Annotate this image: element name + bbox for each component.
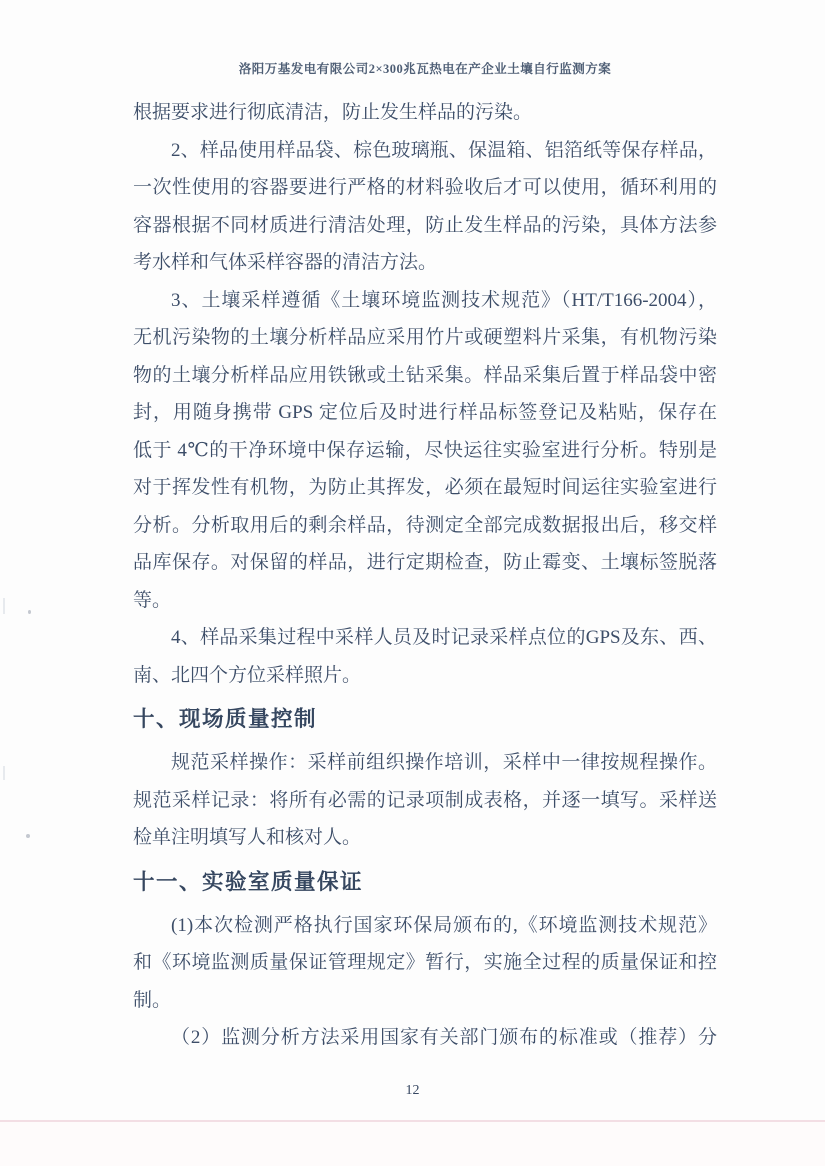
- text-line: 4、样品采集过程中采样人员及时记录采样点位的GPS及东、西、: [171, 627, 717, 648]
- scan-edge-mark: [3, 598, 5, 614]
- text-line: 无机污染物的土壤分析样品应采用竹片或硬塑料片采集，有机物污染: [133, 327, 717, 348]
- section-heading-10: 十、现场质量控制: [133, 707, 318, 731]
- text-line: 对于挥发性有机物，为防止其挥发，必须在最短时间运往实验室进行: [133, 477, 717, 498]
- text-line: 物的土壤分析样品应用铁锹或土钻采集。样品采集后置于样品袋中密: [133, 364, 717, 386]
- text-line: 分析。分析取用后的剩余样品，待测定全部完成数据报出后，移交样: [133, 514, 717, 536]
- text-line: 和《环境监测质量保证管理规定》暂行，实施全过程的质量保证和控: [133, 952, 717, 973]
- page-number: 12: [405, 1082, 420, 1098]
- text-line: 封，用随身携带 GPS 定位后及时进行样品标签登记及粘贴，保存在: [133, 402, 717, 423]
- text-line: 一次性使用的容器要进行严格的材料验收后才可以使用，循环利用的: [133, 177, 717, 198]
- text-line: 考水样和气体采样容器的清洁方法。: [133, 252, 438, 273]
- text-line: 根据要求进行彻底清洁，防止发生样品的污染。: [133, 102, 533, 123]
- scan-bottom-tint: [0, 1122, 825, 1166]
- text-line: 2、样品使用样品袋、棕色玻璃瓶、保温箱、铝箔纸等保存样品，: [171, 139, 717, 161]
- text-line: (1)本次检测严格执行国家环保局颁布的,《环境监测技术规范》: [171, 914, 717, 936]
- text-line: 低于 4℃的干净环境中保存运输，尽快运往实验室进行分析。特别是: [133, 439, 717, 461]
- text-line: （2）监测分析方法采用国家有关部门颁布的标准或（推荐）分: [171, 1027, 717, 1048]
- text-line: 制。: [133, 989, 172, 1011]
- document-body: [133, 94, 717, 1057]
- text-line: 品库保存。对保留的样品，进行定期检查，防止霉变、土壤标签脱落: [133, 552, 717, 573]
- text-line: 3、土壤采样遵循《土壤环境监测技术规范》（HT/T166-2004），: [171, 289, 717, 311]
- scan-speck: [26, 834, 30, 838]
- text-line: 等。: [133, 589, 172, 611]
- text-line: 检单注明填写人和核对人。: [133, 827, 362, 848]
- text-line: 规范采样操作：采样前组织操作培训，采样中一律按规程操作。: [171, 752, 717, 773]
- scan-speck: [28, 610, 31, 614]
- document-header-title: 洛阳万基发电有限公司2×300兆瓦热电在产企业土壤自行监测方案: [238, 62, 612, 76]
- text-line: 容器根据不同材质进行清洁处理，防止发生样品的污染，具体方法参: [133, 214, 717, 236]
- text-line: 规范采样记录：将所有必需的记录项制成表格，并逐一填写。采样送: [133, 789, 717, 811]
- section-heading-11: 十一、实验室质量保证: [133, 869, 364, 894]
- scan-edge-mark: [3, 766, 5, 780]
- text-line: 南、北四个方位采样照片。: [133, 664, 362, 686]
